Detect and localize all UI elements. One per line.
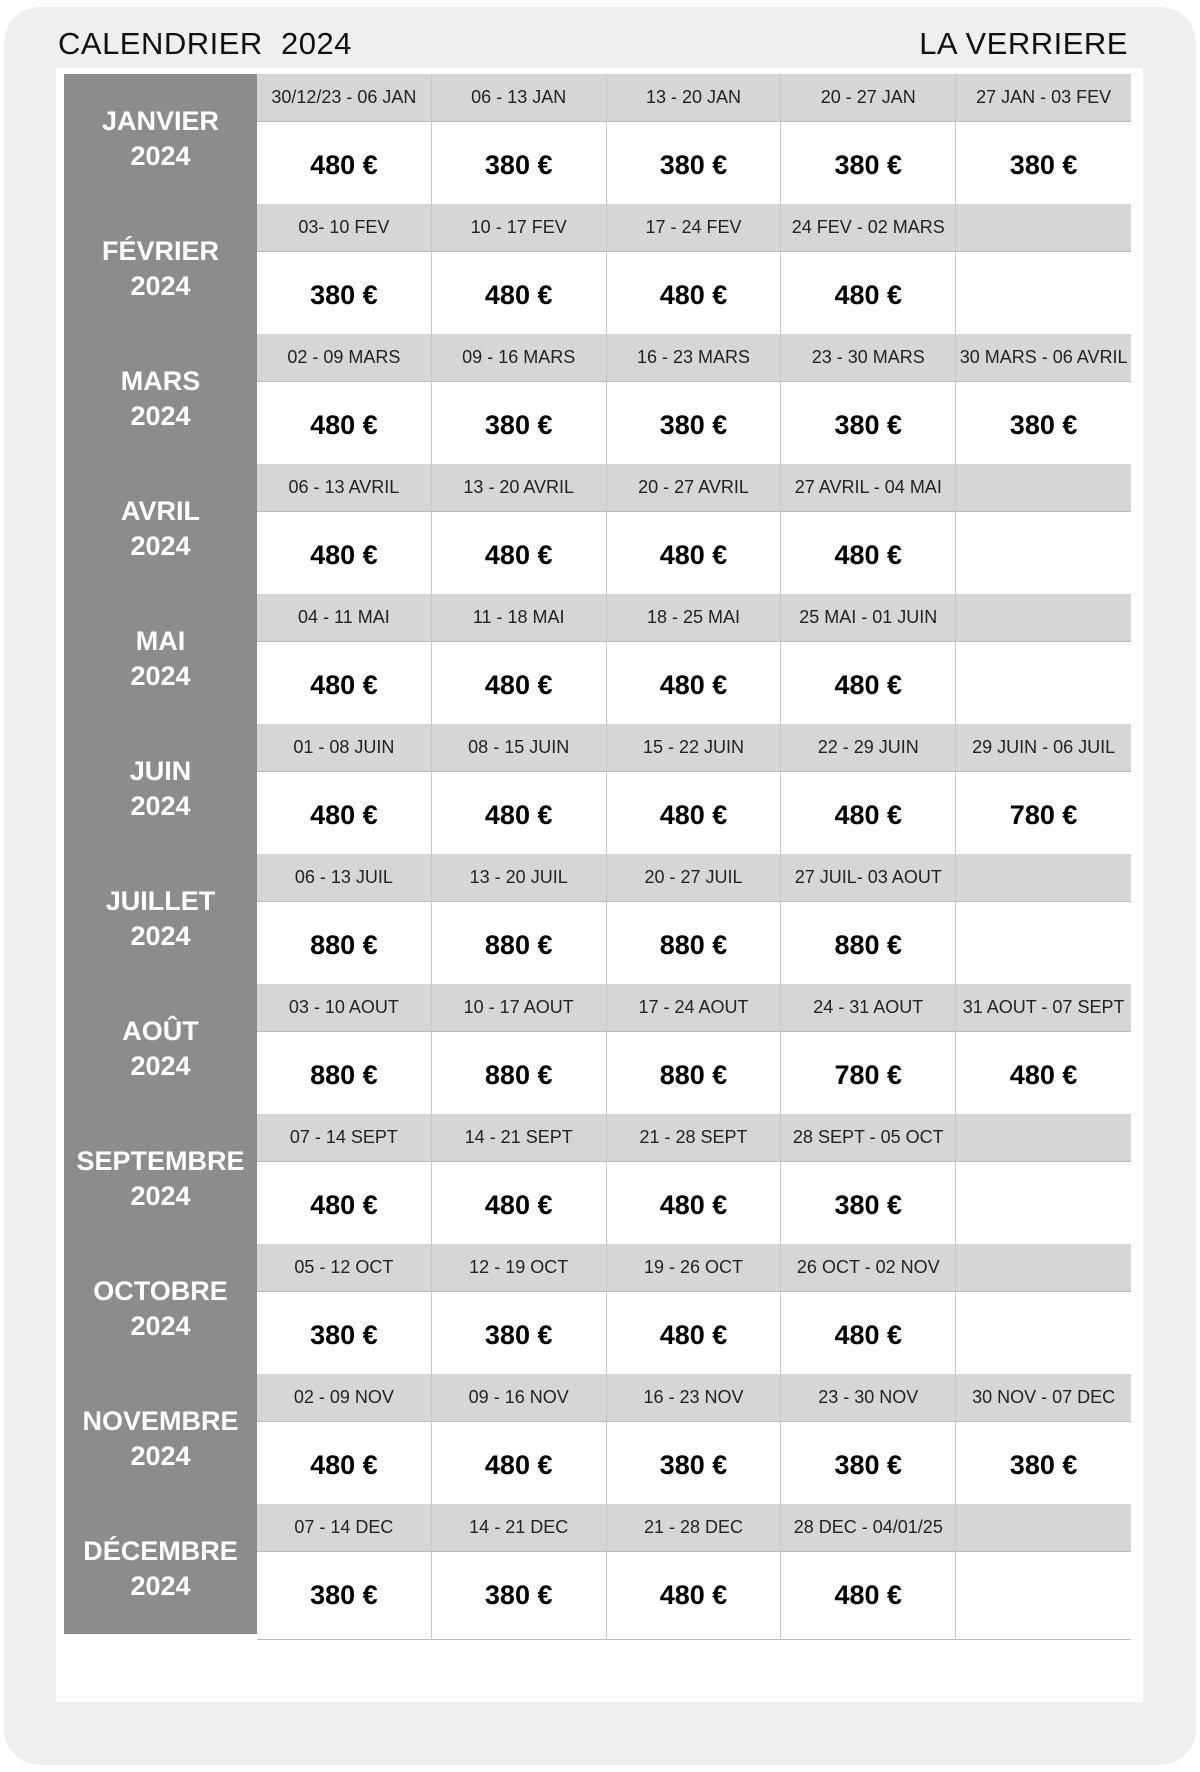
week-columns: [257, 1114, 1131, 1250]
week-dates: 31 AOUT - 07 SEPT: [956, 984, 1131, 1031]
week-cell: [257, 1374, 432, 1510]
week-price: 480 €: [257, 1421, 431, 1510]
week-cell: [781, 984, 956, 1120]
week-price: [956, 1551, 1131, 1640]
week-price: 380 €: [607, 1421, 781, 1510]
week-cell: [257, 984, 432, 1120]
month-row: [64, 1374, 1131, 1504]
month-name: JANVIER: [101, 106, 220, 136]
week-cell: [432, 724, 607, 860]
month-label: [64, 724, 257, 854]
month-name: JUIN: [129, 756, 192, 786]
week-cell: [607, 724, 782, 860]
week-cell: [432, 1374, 607, 1510]
week-dates: 17 - 24 AOUT: [607, 984, 781, 1031]
week-cell: [781, 854, 956, 990]
month-name: AOÛT: [122, 1016, 199, 1046]
month-name: AVRIL: [121, 496, 200, 526]
week-dates: 18 - 25 MAI: [607, 594, 781, 641]
week-price: 380 €: [432, 1291, 606, 1380]
month-year: 2024: [130, 271, 191, 301]
week-price: [956, 641, 1131, 730]
month-year: 2024: [130, 401, 191, 431]
week-price: 380 €: [781, 1421, 955, 1510]
week-price: 480 €: [607, 251, 781, 340]
week-cell: [607, 1504, 782, 1640]
week-price: 480 €: [781, 511, 955, 600]
month-name: NOVEMBRE: [82, 1406, 239, 1436]
month-label: [64, 1244, 257, 1374]
week-cell: [432, 1114, 607, 1250]
week-cell: [607, 594, 782, 730]
week-price: 380 €: [257, 251, 431, 340]
week-price: 480 €: [781, 1291, 955, 1380]
month-row: [64, 204, 1131, 334]
week-dates: 13 - 20 AVRIL: [432, 464, 606, 511]
week-dates: [956, 594, 1131, 641]
week-cell: [607, 464, 782, 600]
week-dates: 16 - 23 MARS: [607, 334, 781, 381]
week-price: 480 €: [607, 1161, 781, 1250]
month-row: [64, 464, 1131, 594]
month-row: [64, 1244, 1131, 1374]
week-dates: 03 - 10 AOUT: [257, 984, 431, 1031]
week-price: 480 €: [257, 641, 431, 730]
week-dates: 24 - 31 AOUT: [781, 984, 955, 1031]
week-price: 380 €: [607, 381, 781, 470]
week-cell: [781, 724, 956, 860]
week-dates: [956, 464, 1131, 511]
week-cell: [781, 1114, 956, 1250]
week-price: [956, 1161, 1131, 1250]
week-dates: 23 - 30 NOV: [781, 1374, 955, 1421]
week-dates: 21 - 28 DEC: [607, 1504, 781, 1551]
week-dates: 22 - 29 JUIN: [781, 724, 955, 771]
week-dates: 17 - 24 FEV: [607, 204, 781, 251]
week-cell: [257, 1504, 432, 1640]
week-cell: [607, 334, 782, 470]
week-dates: 19 - 26 OCT: [607, 1244, 781, 1291]
week-price: 480 €: [257, 771, 431, 860]
week-cell: [956, 464, 1131, 600]
week-dates: 27 AVRIL - 04 MAI: [781, 464, 955, 511]
week-cell: [956, 204, 1131, 340]
week-cell: [781, 204, 956, 340]
week-dates: 20 - 27 AVRIL: [607, 464, 781, 511]
week-price: 480 €: [432, 1421, 606, 1510]
month-label: [64, 984, 257, 1114]
week-dates: 02 - 09 MARS: [257, 334, 431, 381]
week-cell: [956, 724, 1131, 860]
week-cell: [432, 334, 607, 470]
calendar-table: [56, 68, 1143, 1702]
month-label: [64, 594, 257, 724]
week-cell: [257, 1244, 432, 1380]
week-columns: [257, 1244, 1131, 1380]
week-cell: [956, 334, 1131, 470]
week-cell: [607, 74, 782, 210]
week-dates: [956, 854, 1131, 901]
week-dates: 05 - 12 OCT: [257, 1244, 431, 1291]
week-price: 880 €: [607, 901, 781, 990]
week-cell: [607, 1114, 782, 1250]
week-cell: [607, 984, 782, 1120]
week-price: 480 €: [781, 251, 955, 340]
week-dates: 08 - 15 JUIN: [432, 724, 606, 771]
week-cell: [781, 1374, 956, 1510]
month-year: 2024: [130, 1571, 191, 1601]
week-cell: [781, 464, 956, 600]
week-cell: [257, 594, 432, 730]
week-cell: [956, 1504, 1131, 1640]
week-price: 380 €: [956, 381, 1131, 470]
week-columns: [257, 724, 1131, 860]
month-name: SEPTEMBRE: [76, 1146, 245, 1176]
week-price: 380 €: [781, 121, 955, 210]
week-price: 480 €: [257, 121, 431, 210]
week-dates: [956, 204, 1131, 251]
week-cell: [432, 464, 607, 600]
week-cell: [432, 204, 607, 340]
month-year: 2024: [130, 1311, 191, 1341]
week-cell: [607, 854, 782, 990]
week-price: 380 €: [956, 1421, 1131, 1510]
week-price: 480 €: [432, 1161, 606, 1250]
week-cell: [781, 334, 956, 470]
month-year: 2024: [130, 1181, 191, 1211]
week-dates: 13 - 20 JAN: [607, 74, 781, 121]
week-price: 380 €: [781, 381, 955, 470]
week-price: 880 €: [781, 901, 955, 990]
week-price: 480 €: [432, 511, 606, 600]
week-price: 480 €: [257, 511, 431, 600]
month-label: [64, 1504, 257, 1634]
week-dates: [956, 1114, 1131, 1161]
week-price: 380 €: [781, 1161, 955, 1250]
week-dates: 04 - 11 MAI: [257, 594, 431, 641]
week-dates: 28 SEPT - 05 OCT: [781, 1114, 955, 1161]
week-price: 880 €: [607, 1031, 781, 1120]
month-label: [64, 464, 257, 594]
week-dates: 20 - 27 JUIL: [607, 854, 781, 901]
month-row: [64, 1504, 1131, 1634]
week-price: 480 €: [607, 511, 781, 600]
week-price: 380 €: [432, 1551, 606, 1640]
week-price: 380 €: [432, 121, 606, 210]
week-price: 480 €: [781, 771, 955, 860]
month-name: OCTOBRE: [93, 1276, 228, 1306]
month-label: [64, 1114, 257, 1244]
week-price: 480 €: [607, 771, 781, 860]
week-cell: [956, 984, 1131, 1120]
week-price: 380 €: [607, 121, 781, 210]
month-name: MAI: [135, 626, 186, 656]
week-columns: [257, 334, 1131, 470]
week-cell: [956, 1244, 1131, 1380]
month-label: [64, 854, 257, 984]
week-price: 480 €: [432, 771, 606, 860]
month-year: 2024: [130, 661, 191, 691]
week-dates: 27 JAN - 03 FEV: [956, 74, 1131, 121]
week-price: 880 €: [432, 1031, 606, 1120]
month-year: 2024: [130, 141, 191, 171]
month-label: [64, 334, 257, 464]
week-dates: 16 - 23 NOV: [607, 1374, 781, 1421]
week-price: 480 €: [607, 1291, 781, 1380]
week-dates: 06 - 13 JAN: [432, 74, 606, 121]
week-columns: [257, 984, 1131, 1120]
week-dates: 27 JUIL- 03 AOUT: [781, 854, 955, 901]
week-price: 480 €: [432, 641, 606, 730]
week-cell: [956, 594, 1131, 730]
week-cell: [607, 204, 782, 340]
week-price: [956, 901, 1131, 990]
week-cell: [257, 1114, 432, 1250]
week-price: [956, 251, 1131, 340]
month-label: [64, 74, 257, 204]
month-row: [64, 594, 1131, 724]
week-cell: [781, 1244, 956, 1380]
week-price: 480 €: [956, 1031, 1131, 1120]
month-year: 2024: [130, 1051, 191, 1081]
week-price: 780 €: [781, 1031, 955, 1120]
week-dates: 10 - 17 FEV: [432, 204, 606, 251]
week-cell: [956, 854, 1131, 990]
week-cell: [781, 1504, 956, 1640]
week-price: [956, 1291, 1131, 1380]
week-price: 380 €: [432, 381, 606, 470]
week-price: 480 €: [432, 251, 606, 340]
week-price: 880 €: [432, 901, 606, 990]
week-price: [956, 511, 1131, 600]
week-dates: 21 - 28 SEPT: [607, 1114, 781, 1161]
week-price: 380 €: [257, 1291, 431, 1380]
week-cell: [956, 1374, 1131, 1510]
week-dates: 23 - 30 MARS: [781, 334, 955, 381]
calendar-title: CALENDRIER 2024: [58, 26, 353, 61]
week-dates: 25 MAI - 01 JUIN: [781, 594, 955, 641]
week-dates: 03- 10 FEV: [257, 204, 431, 251]
week-cell: [257, 854, 432, 990]
month-name: FÉVRIER: [101, 236, 220, 266]
week-columns: [257, 204, 1131, 340]
month-label: [64, 1374, 257, 1504]
week-dates: 02 - 09 NOV: [257, 1374, 431, 1421]
week-dates: 28 DEC - 04/01/25: [781, 1504, 955, 1551]
week-dates: 29 JUIN - 06 JUIL: [956, 724, 1131, 771]
location-name: LA VERRIERE: [919, 26, 1128, 61]
week-dates: 24 FEV - 02 MARS: [781, 204, 955, 251]
week-columns: [257, 854, 1131, 990]
month-row: [64, 334, 1131, 464]
week-dates: 15 - 22 JUIN: [607, 724, 781, 771]
week-dates: 01 - 08 JUIN: [257, 724, 431, 771]
week-price: 880 €: [257, 901, 431, 990]
week-cell: [432, 984, 607, 1120]
month-name: DÉCEMBRE: [83, 1536, 238, 1566]
week-cell: [257, 74, 432, 210]
week-dates: 07 - 14 DEC: [257, 1504, 431, 1551]
week-dates: [956, 1244, 1131, 1291]
week-price: 780 €: [956, 771, 1131, 860]
week-price: 480 €: [607, 1551, 781, 1640]
week-columns: [257, 464, 1131, 600]
week-dates: 10 - 17 AOUT: [432, 984, 606, 1031]
week-dates: 30 NOV - 07 DEC: [956, 1374, 1131, 1421]
week-dates: 30/12/23 - 06 JAN: [257, 74, 431, 121]
week-cell: [607, 1244, 782, 1380]
week-price: 480 €: [257, 381, 431, 470]
week-dates: 12 - 19 OCT: [432, 1244, 606, 1291]
month-row: [64, 984, 1131, 1114]
week-columns: [257, 1374, 1131, 1510]
week-dates: 06 - 13 AVRIL: [257, 464, 431, 511]
month-row: [64, 74, 1131, 204]
week-dates: 30 MARS - 06 AVRIL: [956, 334, 1131, 381]
month-label: [64, 204, 257, 334]
week-columns: [257, 74, 1131, 210]
week-dates: 13 - 20 JUIL: [432, 854, 606, 901]
week-cell: [432, 74, 607, 210]
week-columns: [257, 1504, 1131, 1640]
week-cell: [257, 464, 432, 600]
week-cell: [781, 594, 956, 730]
week-cell: [257, 724, 432, 860]
week-cell: [432, 1244, 607, 1380]
month-name: JUILLET: [105, 886, 216, 916]
week-cell: [956, 74, 1131, 210]
month-year: 2024: [130, 791, 191, 821]
week-price: 880 €: [257, 1031, 431, 1120]
week-cell: [432, 854, 607, 990]
week-dates: 14 - 21 DEC: [432, 1504, 606, 1551]
week-cell: [257, 334, 432, 470]
week-cell: [607, 1374, 782, 1510]
week-dates: 09 - 16 MARS: [432, 334, 606, 381]
month-year: 2024: [130, 1441, 191, 1471]
week-dates: 09 - 16 NOV: [432, 1374, 606, 1421]
week-dates: 11 - 18 MAI: [432, 594, 606, 641]
week-dates: 06 - 13 JUIL: [257, 854, 431, 901]
month-row: [64, 1114, 1131, 1244]
week-price: 480 €: [781, 641, 955, 730]
week-cell: [956, 1114, 1131, 1250]
month-year: 2024: [130, 921, 191, 951]
month-name: MARS: [120, 366, 201, 396]
week-dates: 20 - 27 JAN: [781, 74, 955, 121]
week-cell: [432, 594, 607, 730]
month-year: 2024: [130, 531, 191, 561]
week-columns: [257, 594, 1131, 730]
week-cell: [432, 1504, 607, 1640]
week-price: 480 €: [607, 641, 781, 730]
month-row: [64, 724, 1131, 854]
week-dates: 14 - 21 SEPT: [432, 1114, 606, 1161]
month-row: [64, 854, 1131, 984]
week-dates: 07 - 14 SEPT: [257, 1114, 431, 1161]
week-price: 380 €: [956, 121, 1131, 210]
week-price: 380 €: [257, 1551, 431, 1640]
week-price: 480 €: [781, 1551, 955, 1640]
week-dates: 26 OCT - 02 NOV: [781, 1244, 955, 1291]
week-price: 480 €: [257, 1161, 431, 1250]
week-dates: [956, 1504, 1131, 1551]
week-cell: [781, 74, 956, 210]
week-cell: [257, 204, 432, 340]
